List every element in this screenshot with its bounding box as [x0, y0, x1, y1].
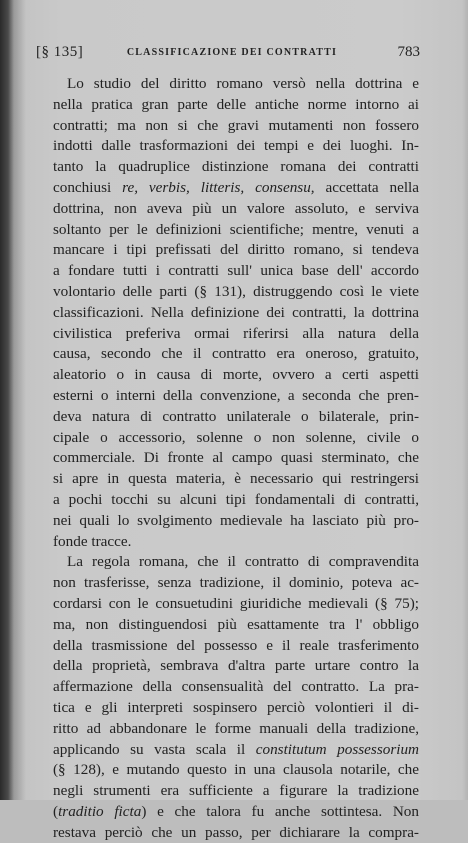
text-line: fonde tracce.	[53, 532, 132, 550]
text-line: La regola romana, che il contratto di compravendita	[67, 553, 419, 571]
text-line: tanto la quadruplice distinzione romana dei contratti	[53, 158, 419, 176]
text-line: a fondare tutti i contratti sull' unica base dell' accordo	[53, 262, 419, 280]
text-line: nella pratica gran parte delle antiche norme intorno ai	[53, 95, 419, 113]
text-line: tica e gli interpreti sospinsero perciò volontieri il di-	[53, 698, 419, 716]
text-line: deva natura di contratto unilaterale o bilaterale, prin-	[53, 407, 419, 425]
text-line: affermazione della consensualità del contratto. La pra-	[53, 678, 419, 696]
text-line: (§ 128), e mutando questo in una clausola notarile, che	[53, 761, 419, 779]
text-line: cipale o accessorio, solenne o non solenne, civile o	[53, 428, 419, 446]
paragraph-2	[53, 552, 419, 843]
running-header	[36, 44, 420, 64]
text-line: applicando su vasta scala il constitutum possessorium	[53, 740, 420, 758]
text-line: cordarsi con le consuetudini giuridiche medievali (§ 75);	[53, 594, 419, 612]
section-reference: [§ 135]	[36, 44, 84, 60]
text-line: soltanto per le definizioni scientifiche; mentre, venuti a	[53, 220, 419, 238]
text-line: non trasferisse, senza tradizione, il dominio, poteva ac-	[53, 574, 419, 592]
running-title: CLASSIFICAZIONE DEI CONTRATTI	[126, 47, 338, 58]
text-line: contratti; ma non si che gravi mutamenti non fossero	[53, 116, 419, 134]
text-line: della proprietà, sembrava d'altra parte urtare contro la	[53, 657, 419, 675]
text-line: civilistica preferiva ormai riferirsi alla natura della	[53, 324, 419, 342]
text-line: causa, secondo che il contratto era oneroso, gratuito,	[53, 345, 419, 363]
text-line: mancare i tipi prefissati del diritto romano, si tendeva	[53, 241, 419, 259]
text-line: commerciale. Di fronte al campo quasi sterminato, che	[53, 449, 419, 467]
text-line: classificazioni. Nella definizione dei contratti, la dottrina	[53, 303, 419, 321]
text-line: nei quali lo svolgimento medievale ha lasciato più pro-	[53, 511, 419, 529]
text-line: a pochi tocchi su alcuni tipi fondamentali di contratti,	[53, 490, 419, 508]
text-line: ma, non distinguendosi più esattamente tra l' obbligo	[53, 615, 419, 633]
text-line: dottrina, non aveva più un valore assoluto, e serviva	[53, 199, 419, 217]
text-line: esterni o interni della convenzione, a seconda che pren-	[53, 386, 419, 404]
text-line: conchiusi re, verbis, litteris, consensu, accettata nella	[53, 178, 420, 196]
text-line: aleatorio o in causa di morte, ovvero a certi aspetti	[53, 366, 419, 384]
text-line: volontario delle parti (§ 131), distruggendo così le viete	[53, 282, 419, 300]
paragraph-1	[53, 74, 419, 552]
text-line: della trasmissione del possesso e il reale trasferimento	[53, 636, 419, 654]
text-line: negli strumenti era sufficiente a figurare la tradizione	[53, 782, 419, 800]
text-line: si apre in questa materia, è necessario qui restringersi	[53, 470, 419, 488]
text-line: (traditio ficta) e che talora fu anche sottintesa. Non	[53, 802, 419, 820]
body-text	[53, 74, 419, 843]
text-line: indotti dalle trasformazioni dei tempi e dei luoghi. In-	[53, 137, 419, 155]
text-line: restava perciò che un passo, per dichiarare la compra-	[53, 823, 419, 841]
text-line: Lo studio del diritto romano versò nella dottrina e	[67, 75, 419, 92]
page-number: 783	[397, 44, 420, 60]
text-line: ritto ad abbandonare le forme manuali della tradizione,	[53, 719, 419, 737]
